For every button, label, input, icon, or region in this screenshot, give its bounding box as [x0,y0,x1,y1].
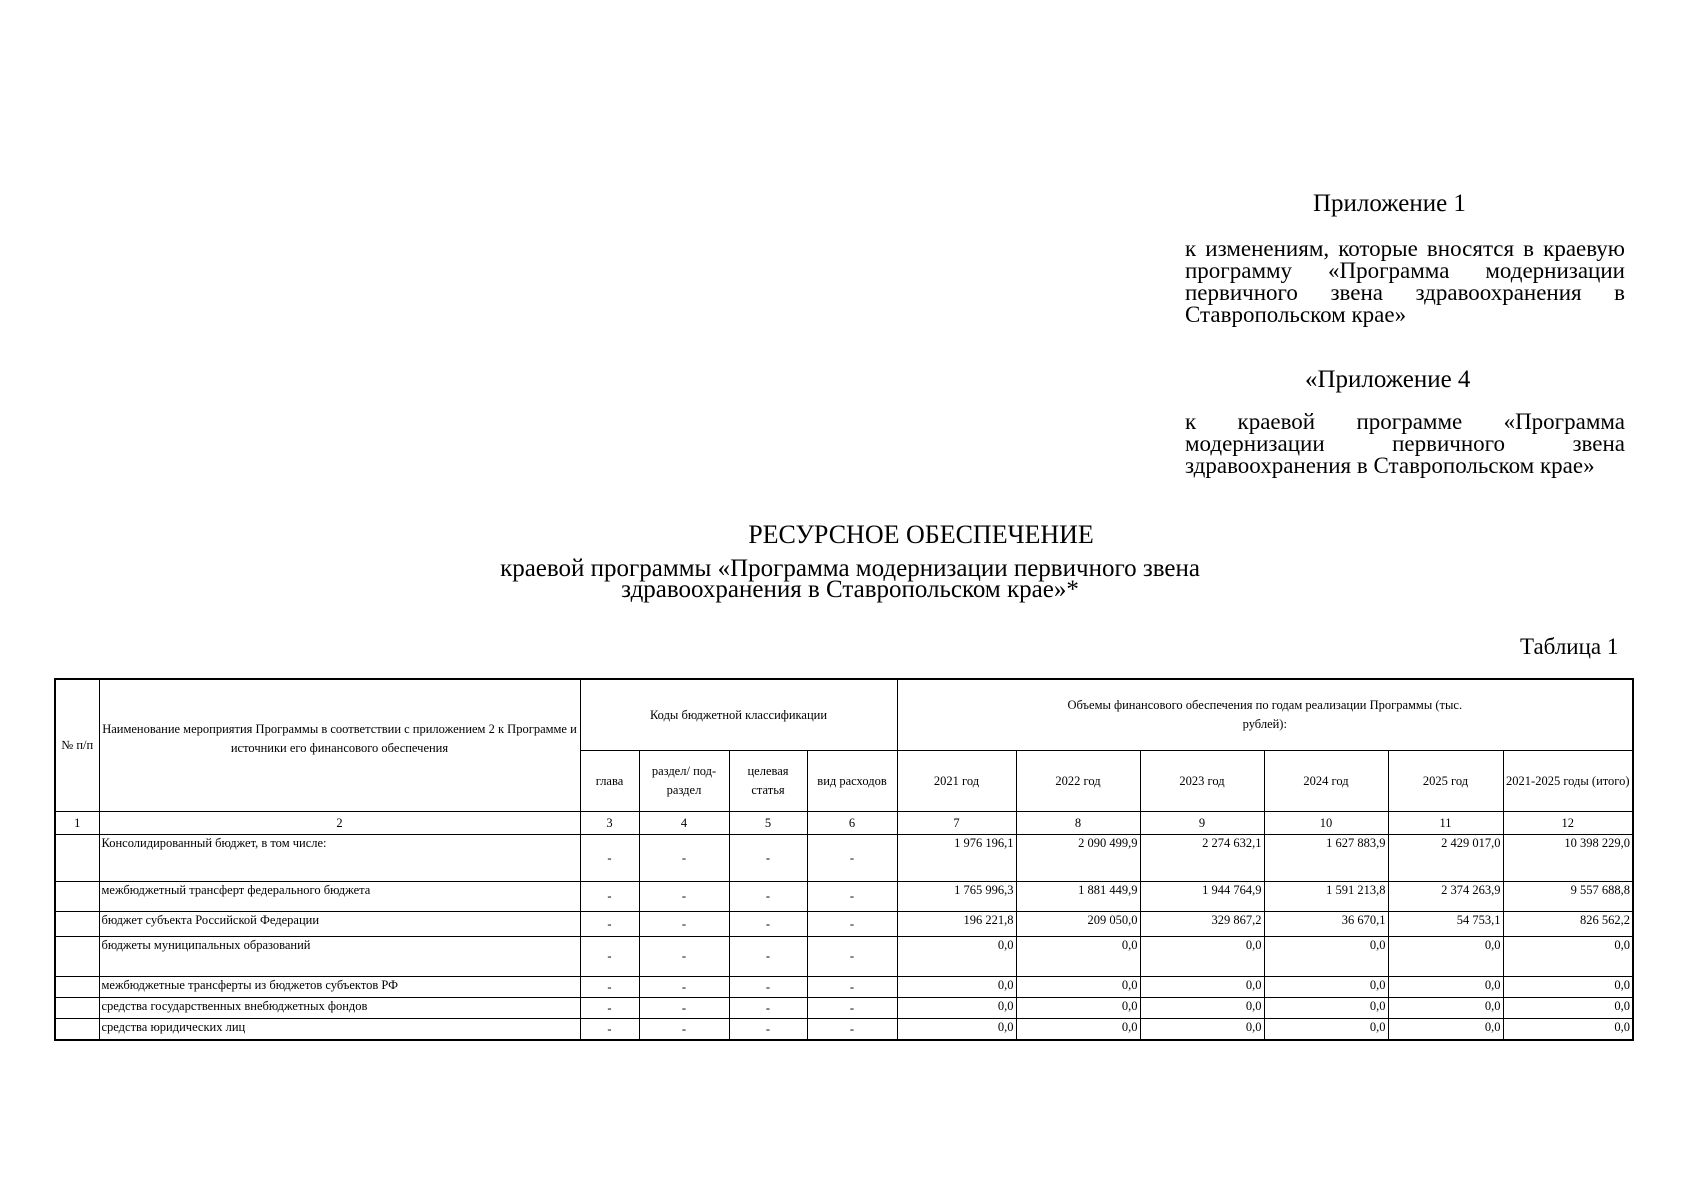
row-2025: 54 753,1 [1388,912,1503,937]
appendix-4-text: к краевой программе «Программа модернизации первичного звена здравоохранения в Ставропольском крае» [1185,409,1625,478]
row-statya: - [729,882,807,912]
col-number: 12 [1503,812,1633,835]
row-glava: - [580,977,639,998]
table-row [55,998,1633,1019]
col-number: 11 [1388,812,1503,835]
row-vid: - [807,998,897,1019]
row-vid: - [807,1019,897,1041]
row-glava: - [580,1019,639,1041]
header-volumes: Объемы финансового обеспечения по годам реализации Программы (тыс. рублей): [897,679,1633,751]
row-2024: 0,0 [1264,977,1388,998]
row-total: 0,0 [1503,977,1633,998]
row-2024: 0,0 [1264,937,1388,977]
row-2025: 2 429 017,0 [1388,835,1503,882]
header-2021: 2021 год [897,751,1016,812]
row-name: Консолидированный бюджет, в том числе: [99,835,580,882]
col-number: 2 [99,812,580,835]
header-total: 2021-2025 годы (итого) [1503,751,1633,812]
row-index [55,835,99,882]
row-2021: 196 221,8 [897,912,1016,937]
column-numbers-row [55,812,1633,835]
row-statya: - [729,998,807,1019]
row-2025: 0,0 [1388,977,1503,998]
row-vid: - [807,912,897,937]
row-total: 0,0 [1503,937,1633,977]
row-razdel: - [639,977,729,998]
row-2022: 0,0 [1016,937,1140,977]
row-2022: 209 050,0 [1016,912,1140,937]
row-vid: - [807,835,897,882]
table-row [55,835,1633,882]
header-statya: целевая статья [729,751,807,812]
row-statya: - [729,912,807,937]
appendix-1-text: к изменениям, которые вносятся в краевую программу «Программа модернизации первичного звена здравоохранения в Ставропольском крае» [1185,236,1625,327]
row-name: средства юридических лиц [99,1019,580,1041]
col-number: 7 [897,812,1016,835]
row-razdel: - [639,1019,729,1041]
row-index [55,977,99,998]
table-row [55,937,1633,977]
row-2023: 0,0 [1140,998,1264,1019]
table-row [55,882,1633,912]
row-vid: - [807,882,897,912]
row-index [55,882,99,912]
col-number: 1 [55,812,99,835]
row-vid: - [807,937,897,977]
document-title: РЕСУРСНОЕ ОБЕСПЕЧЕНИЕ [748,520,1094,549]
row-2022: 0,0 [1016,1019,1140,1041]
header-vid: вид расходов [807,751,897,812]
header-glava: глава [580,751,639,812]
header-codes: Коды бюджетной классификации [580,679,897,751]
row-2022: 2 090 499,9 [1016,835,1140,882]
row-statya: - [729,1019,807,1041]
row-total: 0,0 [1503,1019,1633,1041]
row-glava: - [580,835,639,882]
row-2025: 2 374 263,9 [1388,882,1503,912]
appendix-4-title: «Приложение 4 [1305,366,1471,393]
row-2024: 36 670,1 [1264,912,1388,937]
row-statya: - [729,835,807,882]
row-razdel: - [639,912,729,937]
row-total: 10 398 229,0 [1503,835,1633,882]
col-number: 6 [807,812,897,835]
row-name: межбюджетный трансферт федерального бюджета [99,882,580,912]
row-2025: 0,0 [1388,1019,1503,1041]
row-total: 9 557 688,8 [1503,882,1633,912]
row-2021: 0,0 [897,937,1016,977]
row-2022: 1 881 449,9 [1016,882,1140,912]
row-razdel: - [639,882,729,912]
row-total: 0,0 [1503,998,1633,1019]
row-2021: 1 976 196,1 [897,835,1016,882]
row-2023: 2 274 632,1 [1140,835,1264,882]
header-razdel: раздел/ под-раздел [639,751,729,812]
col-number: 8 [1016,812,1140,835]
row-index [55,937,99,977]
col-number: 10 [1264,812,1388,835]
row-2025: 0,0 [1388,998,1503,1019]
row-total: 826 562,2 [1503,912,1633,937]
row-glava: - [580,912,639,937]
row-index [55,912,99,937]
row-2024: 0,0 [1264,998,1388,1019]
row-2025: 0,0 [1388,937,1503,977]
row-2021: 0,0 [897,977,1016,998]
row-razdel: - [639,937,729,977]
row-name: бюджет субъекта Российской Федерации [99,912,580,937]
header-num: № п/п [55,679,99,812]
header-name: Наименование мероприятия Программы в соответствии с приложением 2 к Программе и источники его финансового обеспечения [99,679,580,812]
row-2021: 0,0 [897,1019,1016,1041]
row-razdel: - [639,835,729,882]
row-2024: 1 591 213,8 [1264,882,1388,912]
header-2023: 2023 год [1140,751,1264,812]
row-statya: - [729,977,807,998]
table-row [55,977,1633,998]
row-2023: 0,0 [1140,1019,1264,1041]
col-number: 5 [729,812,807,835]
row-2021: 0,0 [897,998,1016,1019]
row-razdel: - [639,998,729,1019]
row-name: межбюджетные трансферты из бюджетов субъектов РФ [99,977,580,998]
row-index [55,998,99,1019]
row-vid: - [807,977,897,998]
table-row [55,912,1633,937]
row-name: бюджеты муниципальных образований [99,937,580,977]
row-2023: 329 867,2 [1140,912,1264,937]
table-row [55,1019,1633,1041]
row-2023: 1 944 764,9 [1140,882,1264,912]
row-2022: 0,0 [1016,977,1140,998]
header-2024: 2024 год [1264,751,1388,812]
row-2022: 0,0 [1016,998,1140,1019]
row-2024: 1 627 883,9 [1264,835,1388,882]
header-2025: 2025 год [1388,751,1503,812]
col-number: 3 [580,812,639,835]
header-2022: 2022 год [1016,751,1140,812]
row-statya: - [729,937,807,977]
appendix-1-title: Приложение 1 [1313,190,1466,217]
col-number: 9 [1140,812,1264,835]
row-2023: 0,0 [1140,977,1264,998]
row-2024: 0,0 [1264,1019,1388,1041]
col-number: 4 [639,812,729,835]
row-glava: - [580,998,639,1019]
row-glava: - [580,937,639,977]
document-subtitle: краевой программы «Программа модернизации первичного звена здравоохранения в Ставропольском крае»* [500,555,1200,603]
row-glava: - [580,882,639,912]
resource-table [54,678,1634,1041]
row-index [55,1019,99,1041]
row-2021: 1 765 996,3 [897,882,1016,912]
row-name: средства государственных внебюджетных фондов [99,998,580,1019]
row-2023: 0,0 [1140,937,1264,977]
table-label: Таблица 1 [1520,634,1619,659]
